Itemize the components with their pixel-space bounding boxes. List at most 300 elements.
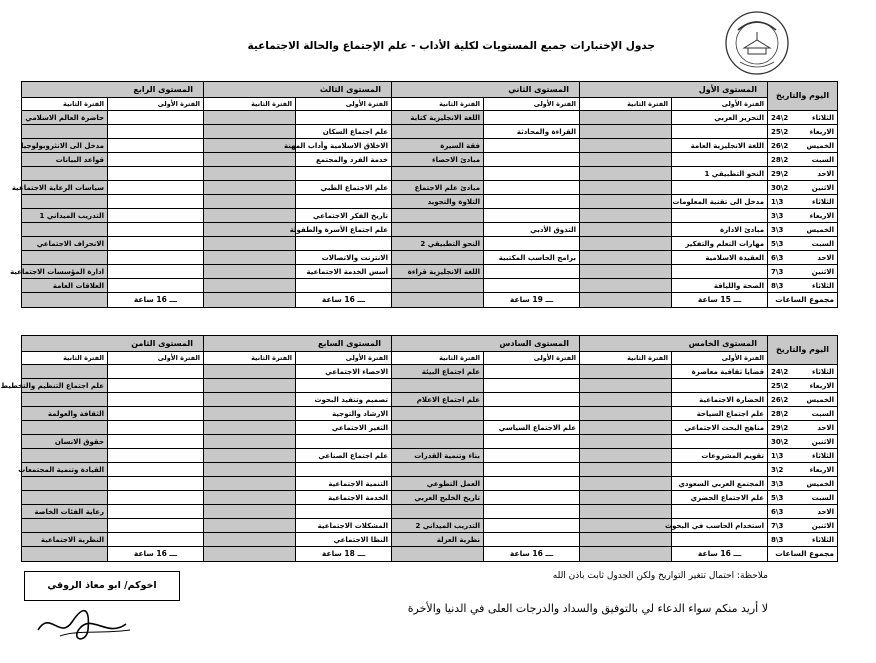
period-header-row bbox=[22, 352, 838, 365]
day-date-cell bbox=[768, 393, 838, 407]
course-cell: الانترنت والاتصالات bbox=[296, 251, 392, 265]
course-cell bbox=[580, 505, 672, 519]
day-date-cell bbox=[768, 209, 838, 223]
course-cell bbox=[580, 139, 672, 153]
day-name: الخميس bbox=[806, 225, 835, 234]
course-cell bbox=[672, 181, 768, 195]
day-date-cell bbox=[768, 279, 838, 293]
course-cell bbox=[204, 279, 296, 293]
course-cell bbox=[580, 533, 672, 547]
level-name: المستوى الرابع bbox=[22, 82, 204, 98]
day-date-cell bbox=[768, 125, 838, 139]
day-date-cell bbox=[768, 477, 838, 491]
table-row bbox=[22, 237, 838, 251]
course-cell bbox=[484, 491, 580, 505]
course-cell: فقة السيرة bbox=[392, 139, 484, 153]
course-cell bbox=[580, 251, 672, 265]
course-cell: التدريب الميداني 1 bbox=[22, 209, 108, 223]
course-cell bbox=[204, 393, 296, 407]
table-row bbox=[22, 167, 838, 181]
course-cell: مدخل الى تقنية المعلومات bbox=[672, 195, 768, 209]
exam-date: 25\2 bbox=[771, 127, 789, 136]
course-cell bbox=[484, 237, 580, 251]
table-row bbox=[22, 279, 838, 293]
level-total-hours: ـــ 16 ساعة bbox=[296, 293, 392, 308]
day-name: الاربعاء bbox=[809, 465, 835, 474]
day-date-cell bbox=[768, 237, 838, 251]
day-date-cell bbox=[768, 435, 838, 449]
course-cell: مدخل الى الانثروبولوجيا bbox=[22, 139, 108, 153]
table-row bbox=[22, 365, 838, 379]
total-gray-cell bbox=[392, 293, 484, 308]
course-cell: التنمية الاجتماعية bbox=[296, 477, 392, 491]
table-row bbox=[22, 505, 838, 519]
exam-date: 1\3 bbox=[771, 451, 784, 460]
course-cell bbox=[580, 449, 672, 463]
total-gray-cell bbox=[22, 293, 108, 308]
exam-date: 6\3 bbox=[771, 253, 784, 262]
course-cell bbox=[108, 139, 204, 153]
table-row bbox=[22, 435, 838, 449]
course-cell bbox=[580, 519, 672, 533]
table-row bbox=[22, 223, 838, 237]
course-cell: العمل التطوعي bbox=[392, 477, 484, 491]
day-date-cell bbox=[768, 181, 838, 195]
course-cell: النحو التطبيقي 2 bbox=[392, 237, 484, 251]
course-cell bbox=[580, 491, 672, 505]
course-cell bbox=[296, 111, 392, 125]
course-cell bbox=[392, 279, 484, 293]
course-cell: الارشاد والتوجية bbox=[296, 407, 392, 421]
course-cell bbox=[484, 279, 580, 293]
day-date-cell bbox=[768, 505, 838, 519]
course-cell bbox=[580, 223, 672, 237]
period-1-label: الفترة الأولى bbox=[296, 98, 392, 111]
course-cell bbox=[672, 435, 768, 449]
table-row bbox=[22, 463, 838, 477]
period-2-label: الفترة الثانية bbox=[204, 352, 296, 365]
course-cell: القيادة وتنمية المجتمعات bbox=[22, 463, 108, 477]
course-cell bbox=[672, 505, 768, 519]
course-cell: علم اجتماع البيئة bbox=[392, 365, 484, 379]
table-row bbox=[22, 265, 838, 279]
period-2-label: الفترة الثانية bbox=[22, 352, 108, 365]
table-row bbox=[22, 533, 838, 547]
period-2-label: الفترة الثانية bbox=[580, 352, 672, 365]
course-cell: الاحصاء الاجتماعي bbox=[296, 365, 392, 379]
day-name: الاحد bbox=[817, 253, 835, 262]
course-cell bbox=[22, 167, 108, 181]
total-hours-label: مجموع الساعات bbox=[768, 547, 838, 562]
course-cell bbox=[204, 251, 296, 265]
course-cell bbox=[392, 421, 484, 435]
course-cell bbox=[672, 463, 768, 477]
course-cell bbox=[484, 365, 580, 379]
level-total-hours: ـــ 18 ساعة bbox=[296, 547, 392, 562]
course-cell bbox=[580, 477, 672, 491]
level-header-row bbox=[22, 336, 838, 352]
note-text: ملاحظة: احتمال تتغير التواريخ ولكن الجدول ثابت باذن الله bbox=[552, 571, 768, 581]
course-cell bbox=[22, 393, 108, 407]
course-cell bbox=[672, 533, 768, 547]
total-gray-cell bbox=[204, 293, 296, 308]
course-cell bbox=[204, 379, 296, 393]
course-cell bbox=[484, 181, 580, 195]
course-cell bbox=[108, 407, 204, 421]
course-cell bbox=[484, 449, 580, 463]
level-total-hours: ـــ 19 ساعة bbox=[484, 293, 580, 308]
table-row bbox=[22, 491, 838, 505]
level-name: المستوى الخامس bbox=[580, 336, 768, 352]
day-name: الاحد bbox=[817, 507, 835, 516]
course-cell bbox=[484, 519, 580, 533]
day-name: الثلاثاء bbox=[812, 197, 835, 206]
course-cell: التدريب الميداني 2 bbox=[392, 519, 484, 533]
course-cell bbox=[108, 449, 204, 463]
course-cell bbox=[108, 421, 204, 435]
day-name: الخميس bbox=[806, 479, 835, 488]
table-row bbox=[22, 111, 838, 125]
course-cell bbox=[580, 393, 672, 407]
course-cell bbox=[22, 365, 108, 379]
course-cell bbox=[108, 533, 204, 547]
course-cell bbox=[392, 407, 484, 421]
course-cell bbox=[296, 463, 392, 477]
course-cell bbox=[108, 393, 204, 407]
course-cell bbox=[204, 477, 296, 491]
course-cell: حقوق الانسان bbox=[22, 435, 108, 449]
course-cell bbox=[580, 421, 672, 435]
exam-date: 8\3 bbox=[771, 281, 784, 290]
signature-box: اخوكم/ ابو معاذ الروقي bbox=[24, 571, 180, 601]
course-cell: التحرير العربي bbox=[672, 111, 768, 125]
period-2-label: الفترة الثانية bbox=[580, 98, 672, 111]
course-cell bbox=[22, 519, 108, 533]
course-cell bbox=[22, 251, 108, 265]
course-cell bbox=[580, 265, 672, 279]
course-cell bbox=[204, 533, 296, 547]
table-row bbox=[22, 251, 838, 265]
course-cell bbox=[204, 519, 296, 533]
period-1-label: الفترة الأولى bbox=[672, 352, 768, 365]
course-cell bbox=[108, 519, 204, 533]
course-cell bbox=[204, 365, 296, 379]
course-cell: رعاية الفئات الخاصة bbox=[22, 505, 108, 519]
course-cell bbox=[296, 195, 392, 209]
course-cell bbox=[672, 265, 768, 279]
day-name: الاثنين bbox=[811, 437, 835, 446]
day-name: السبت bbox=[811, 409, 835, 418]
course-cell: الحضارة الاجتماعية bbox=[672, 393, 768, 407]
schedule-table-levels-5-8 bbox=[0, 335, 838, 562]
period-header-row bbox=[22, 98, 838, 111]
day-date-cell bbox=[768, 153, 838, 167]
level-name: المستوى السادس bbox=[392, 336, 580, 352]
course-cell: النحو التطبيقي 1 bbox=[672, 167, 768, 181]
table-row bbox=[22, 379, 838, 393]
course-cell: المجتمع العربي السعودي bbox=[672, 477, 768, 491]
level-total-hours: ـــ 16 ساعة bbox=[672, 547, 768, 562]
total-gray-cell bbox=[392, 547, 484, 562]
course-cell bbox=[392, 505, 484, 519]
course-cell bbox=[204, 463, 296, 477]
exam-date: 6\3 bbox=[771, 507, 784, 516]
course-cell bbox=[484, 505, 580, 519]
course-cell: مبادئ الاحصاء bbox=[392, 153, 484, 167]
course-cell: القراءة والمحادثة bbox=[484, 125, 580, 139]
level-total-hours: ـــ 16 ساعة bbox=[108, 547, 204, 562]
exam-date: 29\2 bbox=[771, 423, 789, 432]
course-cell bbox=[204, 167, 296, 181]
course-cell: علم اجتماع الأسرة والطفولة bbox=[296, 223, 392, 237]
day-name: الخميس bbox=[806, 141, 835, 150]
course-cell bbox=[580, 125, 672, 139]
course-cell bbox=[484, 463, 580, 477]
course-cell bbox=[484, 111, 580, 125]
table-row bbox=[22, 153, 838, 167]
total-gray-cell bbox=[580, 547, 672, 562]
course-cell: علم الاجتماع السياسي bbox=[484, 421, 580, 435]
course-cell bbox=[392, 463, 484, 477]
day-name: الخميس bbox=[806, 395, 835, 404]
course-cell: الخدمة الاجتماعية bbox=[296, 491, 392, 505]
course-cell: علم اجتماع السكان bbox=[296, 125, 392, 139]
course-cell bbox=[484, 209, 580, 223]
course-cell bbox=[22, 421, 108, 435]
total-gray-cell bbox=[580, 293, 672, 308]
course-cell bbox=[108, 379, 204, 393]
course-cell bbox=[108, 125, 204, 139]
course-cell bbox=[484, 139, 580, 153]
level-name: المستوى الثالث bbox=[204, 82, 392, 98]
day-date-cell bbox=[768, 519, 838, 533]
day-date-cell bbox=[768, 533, 838, 547]
total-hours-row bbox=[22, 293, 838, 308]
course-cell bbox=[580, 167, 672, 181]
course-cell bbox=[108, 477, 204, 491]
course-cell bbox=[204, 435, 296, 449]
course-cell: التغير الاجتماعي bbox=[296, 421, 392, 435]
period-1-label: الفترة الأولى bbox=[296, 352, 392, 365]
course-cell: علم الاجتماع الحضري bbox=[672, 491, 768, 505]
course-cell bbox=[108, 153, 204, 167]
handwritten-signature bbox=[30, 600, 140, 650]
day-date-cell bbox=[768, 139, 838, 153]
course-cell bbox=[204, 139, 296, 153]
course-cell: علم اجتماع الاعلام bbox=[392, 393, 484, 407]
course-cell bbox=[22, 195, 108, 209]
table-row bbox=[22, 519, 838, 533]
course-cell bbox=[204, 223, 296, 237]
course-cell: تاريخ الخليج العربي bbox=[392, 491, 484, 505]
course-cell bbox=[204, 111, 296, 125]
course-cell bbox=[22, 491, 108, 505]
level-total-hours: ـــ 16 ساعة bbox=[108, 293, 204, 308]
exam-date: 24\2 bbox=[771, 113, 789, 122]
day-name: الثلاثاء bbox=[812, 113, 835, 122]
exam-date: 26\2 bbox=[771, 141, 789, 150]
course-cell bbox=[484, 379, 580, 393]
level-header-row bbox=[22, 82, 838, 98]
period-2-label: الفترة الثانية bbox=[392, 98, 484, 111]
period-2-label: الفترة الثانية bbox=[204, 98, 296, 111]
course-cell: قضايا ثقافية معاصرة bbox=[672, 365, 768, 379]
exam-date: 25\2 bbox=[771, 381, 789, 390]
course-cell bbox=[204, 407, 296, 421]
table-row bbox=[22, 195, 838, 209]
exam-date: 28\2 bbox=[771, 409, 789, 418]
day-name: السبت bbox=[811, 155, 835, 164]
course-cell bbox=[108, 265, 204, 279]
day-date-cell bbox=[768, 491, 838, 505]
period-1-label: الفترة الأولى bbox=[484, 98, 580, 111]
table-row bbox=[22, 125, 838, 139]
course-cell bbox=[580, 195, 672, 209]
course-cell bbox=[108, 237, 204, 251]
course-cell bbox=[580, 407, 672, 421]
course-cell bbox=[580, 181, 672, 195]
course-cell bbox=[392, 125, 484, 139]
course-cell bbox=[580, 435, 672, 449]
exam-date: 1\3 bbox=[771, 197, 784, 206]
day-name: الاربعاء bbox=[809, 381, 835, 390]
course-cell bbox=[108, 505, 204, 519]
day-name: الاحد bbox=[817, 169, 835, 178]
course-cell bbox=[484, 435, 580, 449]
course-cell bbox=[484, 167, 580, 181]
day-date-cell bbox=[768, 167, 838, 181]
exam-date: 8\3 bbox=[771, 535, 784, 544]
course-cell: علم اجتماع التنظيم والتخطيط bbox=[22, 379, 108, 393]
period-1-label: الفترة الأولى bbox=[672, 98, 768, 111]
course-cell bbox=[580, 463, 672, 477]
day-name: الاثنين bbox=[811, 521, 835, 530]
course-cell bbox=[484, 153, 580, 167]
day-date-cell bbox=[768, 265, 838, 279]
course-cell bbox=[392, 251, 484, 265]
day-name: السبت bbox=[811, 493, 835, 502]
course-cell: مناهج البحث الاجتماعي bbox=[672, 421, 768, 435]
course-cell: التلاوة والتجويد bbox=[392, 195, 484, 209]
course-cell: النظا الاجتماعي bbox=[296, 533, 392, 547]
day-date-cell bbox=[768, 111, 838, 125]
day-date-cell bbox=[768, 365, 838, 379]
exam-date: 3\3 bbox=[771, 225, 784, 234]
course-cell bbox=[108, 365, 204, 379]
level-name: المستوى الثاني bbox=[392, 82, 580, 98]
course-cell: الصحة واللياقة bbox=[672, 279, 768, 293]
day-date-cell bbox=[768, 421, 838, 435]
course-cell bbox=[204, 421, 296, 435]
day-name: الاثنين bbox=[811, 267, 835, 276]
course-cell bbox=[108, 435, 204, 449]
day-date-cell bbox=[768, 449, 838, 463]
course-cell: تاريخ الفكر الاجتماعي bbox=[296, 209, 392, 223]
course-cell: قواعد البيانات bbox=[22, 153, 108, 167]
course-cell: أسس الخدمة الاجتماعية bbox=[296, 265, 392, 279]
day-date-cell bbox=[768, 195, 838, 209]
course-cell: علم اجتماع الصناعي bbox=[296, 449, 392, 463]
day-date-cell bbox=[768, 463, 838, 477]
course-cell: اللغة الانجليزية كتابة bbox=[392, 111, 484, 125]
course-cell: تقويم المشروعات bbox=[672, 449, 768, 463]
course-cell bbox=[204, 505, 296, 519]
day-name: الثلاثاء bbox=[811, 451, 835, 460]
course-cell: تصميم وتنفيذ البحوث bbox=[296, 393, 392, 407]
level-total-hours: ـــ 15 ساعة bbox=[672, 293, 768, 308]
course-cell: علم اجتماع السياحة bbox=[672, 407, 768, 421]
course-cell bbox=[484, 533, 580, 547]
course-cell bbox=[580, 237, 672, 251]
exam-date: 24\2 bbox=[771, 367, 789, 376]
table-row bbox=[22, 139, 838, 153]
course-cell: النظرية الاجتماعية bbox=[22, 533, 108, 547]
period-2-label: الفترة الثانية bbox=[22, 98, 108, 111]
course-cell: ادارة المؤسسات الاجتماعية bbox=[22, 265, 108, 279]
course-cell bbox=[204, 209, 296, 223]
course-cell bbox=[204, 125, 296, 139]
course-cell: مهارات التعلم والتفكير bbox=[672, 237, 768, 251]
course-cell bbox=[204, 237, 296, 251]
university-logo bbox=[724, 10, 790, 76]
course-cell bbox=[296, 167, 392, 181]
course-cell bbox=[204, 491, 296, 505]
total-hours-row bbox=[22, 547, 838, 562]
course-cell bbox=[580, 279, 672, 293]
day-name: الاربعاء bbox=[809, 211, 835, 220]
level-name: المستوى الثامن bbox=[22, 336, 204, 352]
course-cell bbox=[580, 111, 672, 125]
period-2-label: الفترة الثانية bbox=[392, 352, 484, 365]
day-name: الثلاثاء bbox=[811, 535, 835, 544]
page-title: جدول الإختبارات جميع المستويات لكلية الأداب - علم الإجتماع والحالة الاجتماعية bbox=[247, 40, 655, 52]
course-cell bbox=[22, 125, 108, 139]
course-cell bbox=[108, 195, 204, 209]
level-name: المستوى الأول bbox=[580, 82, 768, 98]
course-cell bbox=[484, 265, 580, 279]
course-cell bbox=[672, 209, 768, 223]
course-cell bbox=[108, 167, 204, 181]
course-cell bbox=[392, 379, 484, 393]
course-cell bbox=[22, 477, 108, 491]
exam-date: 29\2 bbox=[771, 169, 789, 178]
course-cell: اللغة الانجليزية العامة bbox=[672, 139, 768, 153]
exam-date: 5\3 bbox=[771, 493, 784, 502]
table-row bbox=[22, 393, 838, 407]
course-cell bbox=[108, 111, 204, 125]
period-1-label: الفترة الأولى bbox=[108, 98, 204, 111]
total-gray-cell bbox=[22, 547, 108, 562]
course-cell bbox=[484, 195, 580, 209]
exam-date: 7\3 bbox=[771, 267, 784, 276]
course-cell bbox=[580, 379, 672, 393]
course-cell: التذوق الأدبي bbox=[484, 223, 580, 237]
course-cell: المشكلات الاجتماعية bbox=[296, 519, 392, 533]
course-cell bbox=[204, 153, 296, 167]
course-cell: نظرية العزلة bbox=[392, 533, 484, 547]
day-date-header: اليوم والتاريخ bbox=[768, 336, 838, 365]
course-cell: استخدام الحاسب في البحوث bbox=[672, 519, 768, 533]
course-cell: سياسات الرعاية الاجتماعية bbox=[22, 181, 108, 195]
course-cell bbox=[204, 449, 296, 463]
table-row bbox=[22, 209, 838, 223]
table-row bbox=[22, 421, 838, 435]
course-cell bbox=[296, 237, 392, 251]
course-cell: الثقافة والعولمة bbox=[22, 407, 108, 421]
course-cell bbox=[108, 223, 204, 237]
exam-date: 7\3 bbox=[771, 521, 784, 530]
day-date-cell bbox=[768, 379, 838, 393]
